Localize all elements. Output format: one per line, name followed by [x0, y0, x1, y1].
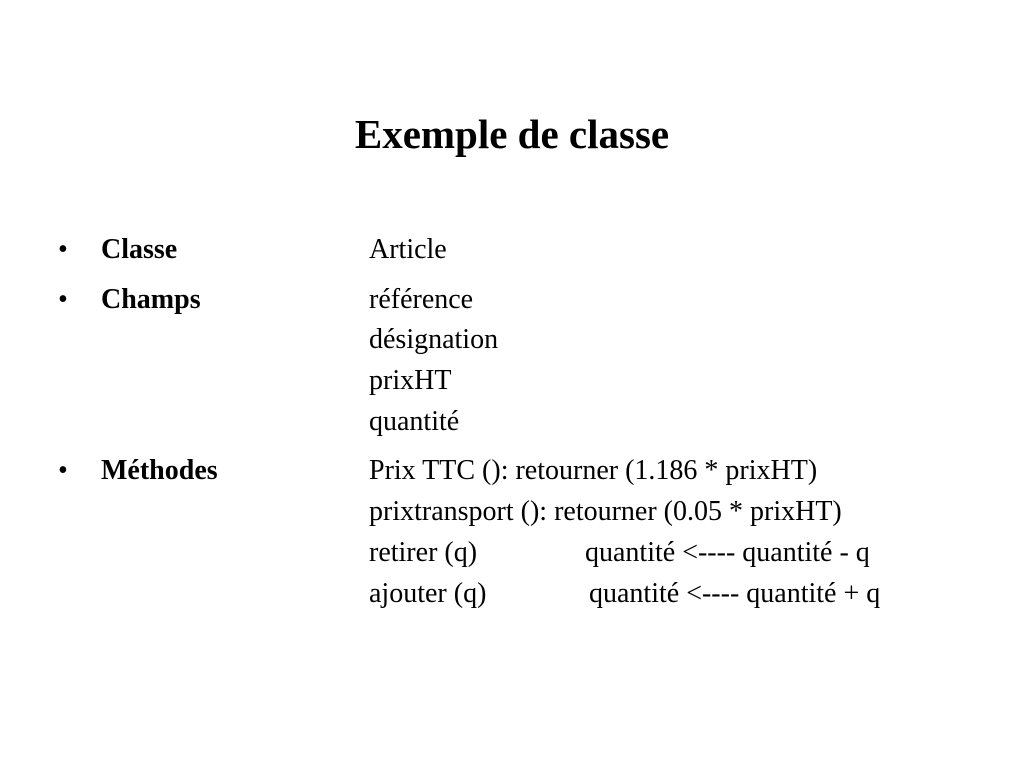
term-methodes: Méthodes: [101, 455, 218, 486]
method-call: retirer (q): [369, 537, 478, 568]
bullet-icon: •: [58, 234, 68, 265]
term-classe: Classe: [101, 234, 178, 265]
field-item: désignation: [369, 324, 499, 355]
term-champs: Champs: [101, 284, 201, 315]
method-action: quantité <---- quantité - q: [585, 537, 870, 568]
slide-title: Exemple de classe: [354, 111, 670, 157]
bullet-icon: •: [58, 455, 68, 486]
method-line: prixtransport (): retourner (0.05 * prixHT): [369, 496, 842, 527]
bullet-icon: •: [58, 284, 68, 315]
field-item: prixHT: [369, 365, 452, 396]
classe-value: Article: [369, 234, 447, 265]
field-item: quantité: [369, 406, 460, 437]
method-call: ajouter (q): [369, 578, 487, 609]
field-item: référence: [369, 284, 474, 315]
method-line: Prix TTC (): retourner (1.186 * prixHT): [369, 455, 818, 486]
method-action: quantité <---- quantité + q: [589, 578, 881, 609]
